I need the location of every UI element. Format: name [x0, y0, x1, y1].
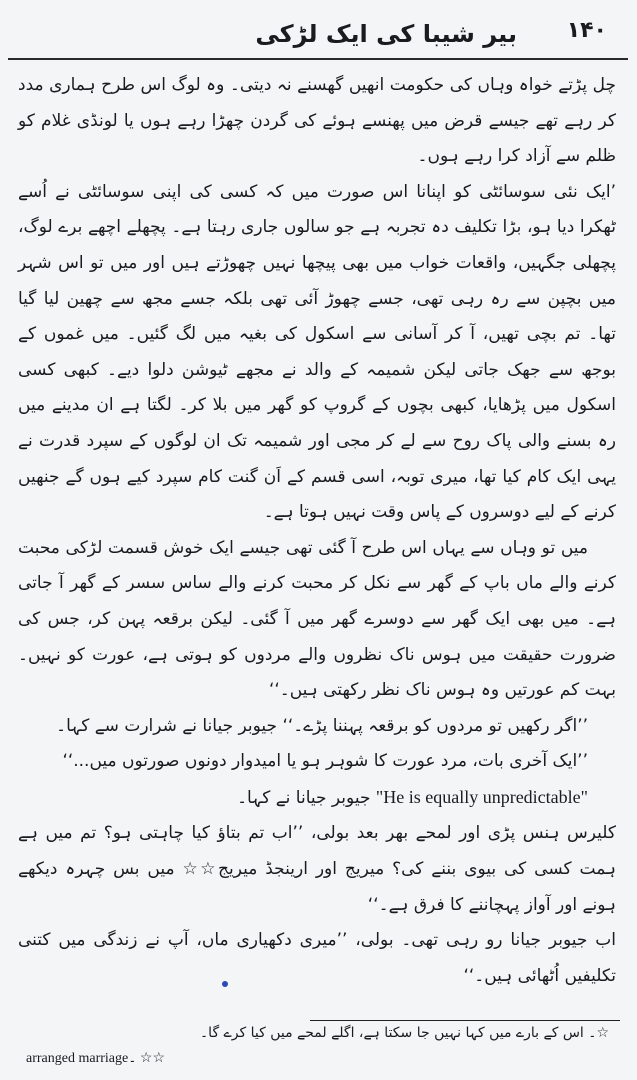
- footnote-rule: [310, 1020, 620, 1021]
- footnote-2: arranged marriage۔ ☆☆: [26, 1051, 166, 1066]
- footnote-1: ☆۔ اس کے بارے میں کہا نہیں جا سکتا ہے، اگلے لمحے میں کیا کرے گا۔: [199, 1025, 609, 1041]
- paragraph-5: اب جیوبر جیانا رو رہی تھی۔ بولی، ’’میری دکھیاری ماں، آپ نے زندگی میں کتنی تکلیفیں اُٹھائی ہیں۔‘‘: [18, 930, 616, 986]
- paragraph-1: چل پڑتے خواہ وہاں کی حکومت انھیں گھسنے نہ دیتی۔ وہ لوگ اس طرح ہماری مدد کر رہے تھے جیسے قرض میں پھنسے ہوئے کی گردن چھڑا رہے ہوں یا لونڈی غلام کو ظلم سے آزاد کرا رہے ہوں۔: [18, 75, 616, 167]
- english-quote-line: [18, 780, 616, 817]
- ink-dot: [222, 981, 228, 987]
- english-quote-tail: جیوبر جیانا نے کہا۔: [237, 787, 371, 808]
- paragraph-4: کلیرس ہنس پڑی اور لمحے بھر بعد بولی، ’’اب تم بتاؤ کیا چاہتی ہو؟ تم میں ہے ہمت کسی کی بیوی بننے کی؟ میریج اور ارینجڈ میریج☆☆ میں بس چہرہ دیکھے ہونے اور آواز پہچاننے کا فرق ہے۔‘‘: [18, 823, 616, 915]
- english-quote: "He is equally unpredictable": [375, 786, 588, 807]
- dialogue-1: ’’اگر رکھیں تو مردوں کو برقعہ پہننا پڑے۔‘‘ جیوبر جیانا نے شرارت سے کہا۔: [56, 715, 588, 736]
- page-body: [18, 68, 616, 994]
- dialogue-2: ’’ایک آخری بات، مرد عورت کا شوہر ہو یا امیدوار دونوں صورتوں میں...‘‘: [62, 751, 588, 772]
- running-title: بیر شیبا کی ایک لڑکی: [255, 20, 517, 48]
- paragraph-2: ’ایک نئی سوسائٹی کو اپنانا اس صورت میں کہ کسی کی اپنی سوسائٹی نے اُسے ٹھکرا دیا ہو، بڑا تکلیف دہ تجربہ ہے جو سالوں جاری رہتا ہے۔ پچھلے اچھے برے لوگ، پچھلی جگہیں، واقعات خواب میں بھی پیچھا نہیں چھوڑتے ہیں اور میں تو اس شہر میں بچپن سے رہ رہی تھی، جسے چھوڑ آئی تھی بلکہ جسے مجھ سے چھین لیا گیا تھا۔ تم بچی تھیں، آ کر آسانی سے اسکول کی بغیہ میں لگ گئیں۔ میں غموں کے بوجھ سے جھک جاتی لیکن شمیمہ کے والد نے مجھے ٹیوشن دلوا دیے۔ کبھی کسی اسکول میں پڑھایا، کبھی بچوں کے گروپ کو گھر میں بلا کر۔ لگتا ہے ان مدینے میں رہ بسنے والی پاک روح سے لے کر مجی اور شمیمہ تک ان لوگوں کے سپرد قدرت نے یہی ایک کام کیا تھا، میری توبہ، اسی قسم کے اَن گنت کام سپرد کیے ہوں گے جنھیں کرنے کے لیے دوسروں کے پاس وقت نہیں ہوتا ہے۔: [18, 181, 616, 523]
- page-header: [0, 0, 637, 58]
- page-number: ۱۴۰: [566, 18, 607, 43]
- paragraph-3: میں تو وہاں سے یہاں اس طرح آ گئی تھی جیسے ایک خوش قسمت لڑکی محبت کرنے والے ماں باپ کے گھر سے نکل کر محبت کرنے والے ساس سسر کے گھر آ جاتی ہے۔ میں بھی ایک گھر سے دوسرے گھر میں آ گئی۔ لیکن برقعہ پہن کر، جس کی ضرورت حقیقت میں ہوس ناک نظروں والے مردوں کو ہوتی ہے، عورت کو نہیں۔ بہت کم عورتیں وہ ہوس ناک نظر رکھتی ہیں۔‘‘: [18, 537, 616, 701]
- header-rule: [8, 58, 628, 60]
